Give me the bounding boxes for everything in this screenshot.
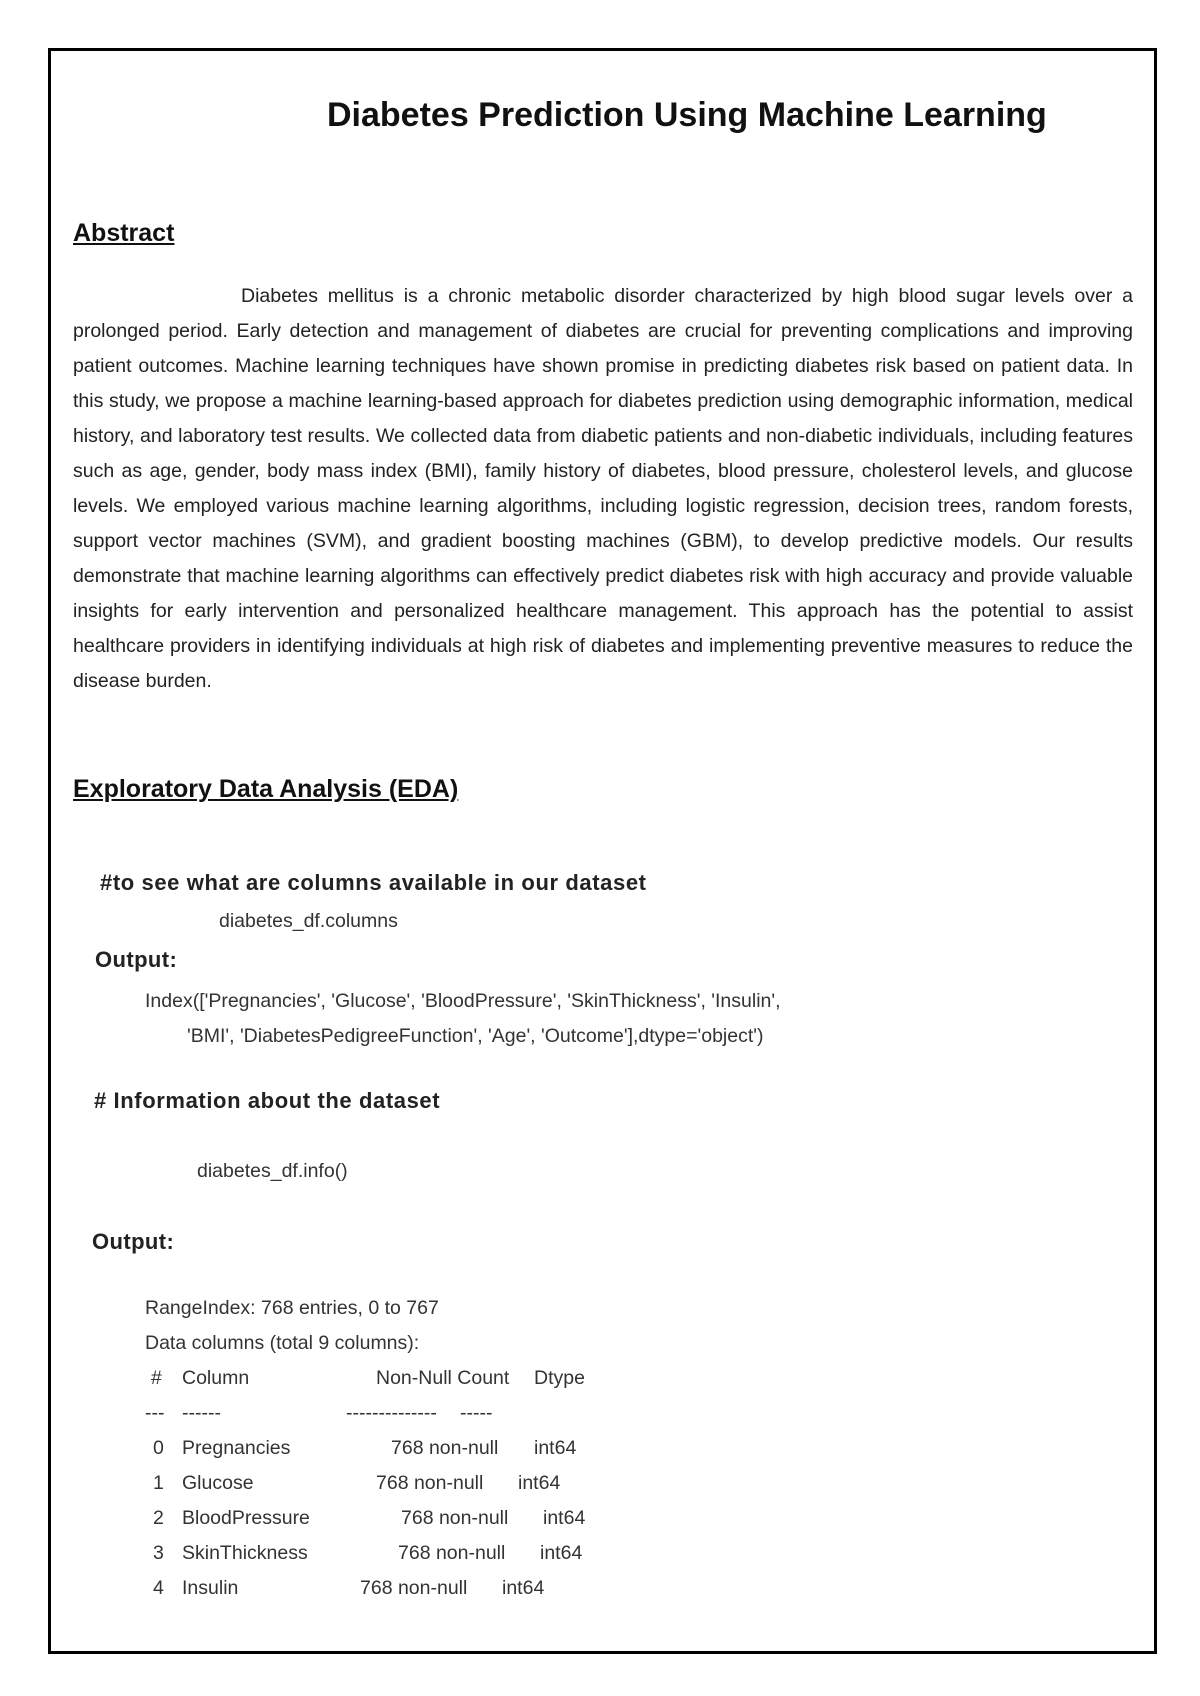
data-columns-line: Data columns (total 9 columns): (145, 1332, 420, 1354)
row-num: 1 (153, 1472, 164, 1494)
row-dtype: int64 (534, 1437, 577, 1459)
columns-code: diabetes_df.columns (219, 910, 398, 932)
abstract-heading: Abstract (73, 219, 175, 247)
row-column: Insulin (182, 1577, 239, 1599)
row-column: BloodPressure (182, 1507, 310, 1529)
row-column: SkinThickness (182, 1542, 308, 1564)
row-num: 0 (153, 1437, 164, 1459)
header-num: # (151, 1367, 162, 1389)
separator-num: --- (145, 1402, 165, 1424)
separator-count: -------------- (346, 1402, 437, 1424)
header-count: Non-Null Count (376, 1367, 510, 1389)
row-count: 768 non-null (376, 1472, 484, 1494)
row-dtype: int64 (502, 1577, 545, 1599)
row-count: 768 non-null (360, 1577, 468, 1599)
document-title: Diabetes Prediction Using Machine Learning (327, 96, 1047, 134)
info-comment: # Information about the dataset (94, 1088, 441, 1113)
row-column: Glucose (182, 1472, 254, 1494)
info-code: diabetes_df.info() (197, 1160, 348, 1182)
columns-output-line: 'BMI', 'DiabetesPedigreeFunction', 'Age', 'Outcome'],dtype='object') (187, 1025, 764, 1047)
eda-heading: Exploratory Data Analysis (EDA) (73, 775, 459, 803)
row-dtype: int64 (518, 1472, 561, 1494)
header-column: Column (182, 1367, 250, 1389)
row-count: 768 non-null (391, 1437, 499, 1459)
row-num: 2 (153, 1507, 164, 1529)
header-dtype: Dtype (534, 1367, 585, 1389)
row-num: 3 (153, 1542, 164, 1564)
row-count: 768 non-null (401, 1507, 509, 1529)
columns-output-label: Output: (95, 947, 178, 972)
range-index-line: RangeIndex: 768 entries, 0 to 767 (145, 1297, 439, 1319)
separator-dtype: ----- (460, 1402, 493, 1424)
row-count: 768 non-null (398, 1542, 506, 1564)
columns-output-line: Index(['Pregnancies', 'Glucose', 'BloodPressure', 'SkinThickness', 'Insulin', (145, 990, 781, 1012)
columns-comment: #to see what are columns available in our dataset (100, 870, 647, 895)
row-dtype: int64 (540, 1542, 583, 1564)
row-num: 4 (153, 1577, 164, 1599)
row-dtype: int64 (543, 1507, 586, 1529)
info-output-label: Output: (92, 1229, 175, 1254)
row-column: Pregnancies (182, 1437, 291, 1459)
separator-column: ------ (182, 1402, 221, 1424)
abstract-body: Diabetes mellitus is a chronic metabolic disorder characterized by high blood sugar levels over a prolonged period. Early detection and management of diabetes are crucial for preventing complications and improving patient outcomes. Machine learning techniques have shown promise in predicting diabetes risk based on patient data. In this study, we propose a machine learning-based approach for diabetes prediction using demographic information, medical history, and laboratory test results. We collected data from diabetic patients and non-diabetic individuals, including features such as age, gender, body mass index (BMI), family history of diabetes, blood pressure, cholesterol levels, and glucose levels. We employed various machine learning algorithms, including logistic regression, decision trees, random forests, support vector machines (SVM), and gradient boosting machines (GBM), to develop predictive models. Our results demonstrate that machine learning algorithms can effectively predict diabetes risk with high accuracy and provide valuable insights for early intervention and personalized healthcare management. This approach has the potential to assist healthcare providers in identifying individuals at high risk of diabetes and implementing preventive measures to reduce the disease burden. (73, 285, 1133, 692)
